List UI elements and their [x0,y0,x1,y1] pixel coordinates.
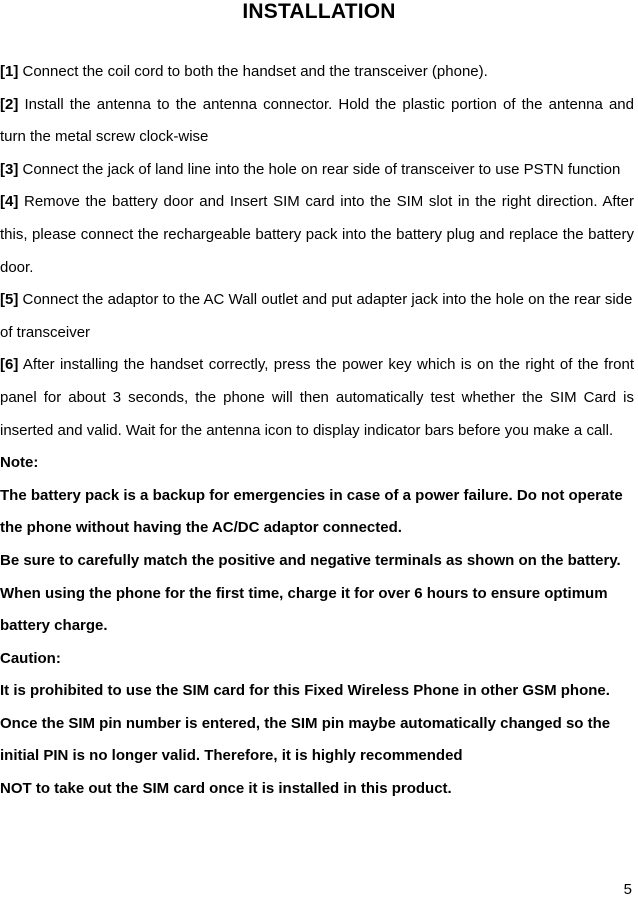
page-number: 5 [623,881,632,898]
step-3 [0,154,634,187]
note-text-1: The battery pack is a backup for emergencies in case of a power failure. Do not operate the phone without having the AC/DC adaptor connected. [0,486,623,537]
step-text: Connect the coil cord to both the handset and the transceiver (phone). [18,63,488,80]
step-number: [1] [0,63,19,80]
caution-label: Caution: [0,649,61,667]
step-text: Connect the adaptor to the AC Wall outlet and put adapter jack into the hole on the rear side of transceiver [0,291,633,341]
step-5 [0,284,634,349]
step-1 [0,56,634,89]
step-text: Connect the jack of land line into the hole on rear side of transceiver to use PSTN function [18,160,621,178]
step-number: [3] [0,160,19,178]
step-number: [6] [0,356,19,374]
page-title: INSTALLATION [242,0,396,23]
caution-text-2: NOT to take out the SIM card once it is installed in this product. [0,780,452,798]
step-number: [4] [0,193,19,211]
step-number: [5] [0,291,19,309]
installation-body [0,56,634,806]
step-6 [0,349,634,447]
step-text: Remove the battery door and Insert SIM card into the SIM slot in the right direction. After this, please connect the rechargeable battery pack into the battery plug and replace the battery door. [0,193,634,276]
step-2 [0,89,634,154]
note-text-2: Be sure to carefully match the positive and negative terminals as shown on the battery. When using the phone for the first time, charge it for over 6 hours to ensure optimum battery charge. [0,551,621,635]
caution-text-1: It is prohibited to use the SIM card for this Fixed Wireless Phone in other GSM phone. Once the SIM pin number is entered, the SIM pin maybe automatically changed so the initial PIN is no longer valid. Therefore, it is highly recommended [0,682,611,765]
note-label: Note: [0,454,39,472]
step-text: Install the antenna to the antenna connector. Hold the plastic portion of the antenna and turn the metal screw clock-wise [0,95,634,146]
step-text: After installing the handset correctly, press the power key which is on the right of the front panel for about 3 seconds, the phone will then automatically test whether the SIM Card is inserted and valid. Wait for the antenna icon to display indicator bars before you make a call. [0,356,634,439]
step-number: [2] [0,95,19,113]
step-4 [0,186,634,284]
